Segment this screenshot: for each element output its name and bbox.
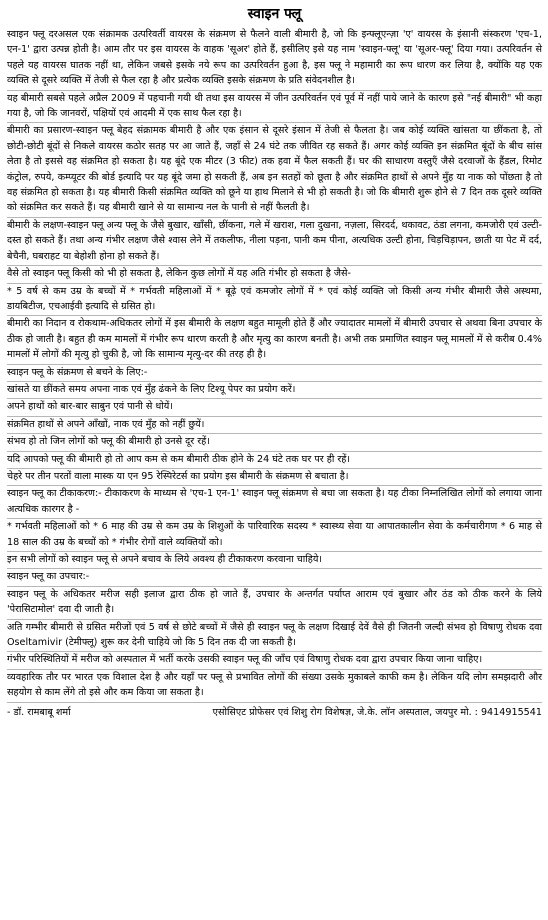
article-title: स्वाइन फ्लू bbox=[247, 6, 302, 22]
paragraph: व्यवहारिक तौर पर भारत एक विशाल देश है और यहाँ पर फ्लू से प्रभावित लोगों की संख्या उसके मुकाबले काफी कम है। लेकिन यदि लोग समझदारी और सहयोग से काम लेंगे तो इसे और कम किया जा सकता है। bbox=[7, 670, 542, 703]
paragraph: अति गम्भीर बीमारी से ग्रसित मरीजों एवं 5 वर्ष से छोटे बच्चों में जैसे ही स्वाइन फ्लू के लक्षण दिखाई देवें वैसे ही जितनी जल्दी संभव हो विषाणु रोधक दवा Oseltamivir (टेमीफ्लू) शुरू कर देनी चाहिये जो कि 5 दिन तक दी जा सकती है। bbox=[7, 620, 542, 653]
paragraph: यह बीमारी सबसे पहले अप्रैल 2009 में पहचानी गयी थी तथा इस वायरस में जीन उत्परिवर्तन एवं पूर्व में नहीं पाये जाने के कारण इसे "नई बीमारी" भी कहा गया है, जो कि जानवरों, पक्षियों एवं आदमी में एक साथ फैल रहा है। bbox=[7, 91, 542, 124]
paragraph: इन सभी लोगों को स्वाइन फ्लू से अपने बचाव के लिये अवश्य ही टीकाकरण करवाना चाहिये। bbox=[7, 552, 542, 569]
paragraph: चेहरे पर तीन परतों वाला मास्क या एन 95 रेस्पिरेटर्स का प्रयोग इस बीमारी के संक्रमण से बचाता है। bbox=[7, 469, 542, 486]
paragraph: बीमारी का प्रसारण-स्वाइन फ्लू बेहद संक्रामक बीमारी है और एक इंसान से दूसरे इंसान में तेजी से फैलता है। जब कोई व्यक्ति खांसता या छींकता है, तो छोटी-छोटी बूंदों से निकले वायरस कठोर सतह पर आ जाते हैं, जहाँ से 24 घंटे तक जीवित रह सकते हैं। अगर कोई व्यक्ति इन संक्रमित बूंदों के बीच सांस लेता है तो इससे वह संक्रमित हो सकता है। यह बूंदे एक मीटर (3 फीट) तक हवा में फैल सकती हैं। घर की साधारण वस्तुएँ जैसे दरवाजों के हैंडल, रिमोट कंट्रोल, रुपये, कम्प्यूटर की बोर्ड इत्यादि पर यह बूंदे जमा हो सकती हैं, अब इन सतहों को छूता है और संक्रमित हाथों से अपने मुँह या नाक को पोंछता है तो वह संक्रमित हो सकता है। यह बीमारी किसी संक्रमित व्यक्ति को छूने या हाथ मिलाने से भी हो सकती है। जो कि बीमारी शुरू होने से 7 दिन तक दूसरे व्यक्ति को संक्रमित कर सकते हैं। यह बीमारी खाने से या सामान्य नल के पानी से नहीं फैलती है। bbox=[7, 123, 542, 217]
paragraph: संक्रमित हाथों से अपने आँखों, नाक एवं मुँह को नहीं छुयें। bbox=[7, 417, 542, 434]
paragraph: स्वाइन फ्लू दरअसल एक संक्रामक उत्परिवर्ती वायरस के संक्रमण से फैलने वाली बीमारी है, जो कि इन्फ्लूएन्ज़ा 'ए' वायरस के इंसानी संस्करण 'एच-1, एन-1' द्वारा उत्पन्न होती है। आम तौर पर इस वायरस के वाहक 'सूअर' होते हैं, इसीलिए इसे यह नाम 'स्वाइन-फ्लू' या 'सूअर-फ्लू' दिया गया। उत्परिवर्तन से पहले यह वायरस घातक नहीं था, लेकिन जबसे इसके नये रूप का उत्परिवर्तन हुआ है, इस फ्लू ने महामारी का रूप धारण कर लिया है, क्योंकि यह एक व्यक्ति से दूसरे व्यक्ति में तेजी से फैल रहा है और प्रत्येक व्यक्ति इसके संक्रमण के प्रति संवेदनशील है। bbox=[7, 27, 542, 91]
paragraph: गंभीर परिस्थितियों में मरीज को अस्पताल में भर्ती करके उसकी स्वाइन फ्लू की जाँच एवं विषाणु रोधक दवा द्वारा उपचार किया जाना चाहिए। bbox=[7, 652, 542, 669]
author-designation: एसोसिएट प्रोफेसर एवं शिशु रोग विशेषज्ञ, जे.के. लॉन अस्पताल, जयपुर मो. : 9414915541 bbox=[212, 706, 542, 718]
paragraph: खांसते या छींकते समय अपना नाक एवं मुँह ढंकने के लिए टिश्यू पेपर का प्रयोग करें। bbox=[7, 382, 542, 399]
author-name: - डॉ. रामबाबू शर्मा bbox=[7, 706, 71, 718]
paragraph: बीमारी के लक्षण-स्वाइन फ्लू अन्य फ्लू के जैसे बुखार, खाँसी, छींकना, गले में खराश, गला दुखना, नज़ला, सिरदर्द, थकावट, ठंडा लगना, कमजोरी एवं उल्टी-दस्त हो सकते हैं। तथा अन्य गंभीर लक्षण जैसे श्वास लेने में तकलीफ, नीला पड़ना, पानी कम पीना, अत्यधिक उल्टी होना, चिड़चिड़ापन, छाती या पेट में दर्द, बेचैनी, घबराहट या बेहोशी होना हो सकते हैं। bbox=[7, 218, 542, 266]
paragraph: अपने हाथों को बार-बार साबुन एवं पानी से धोयें। bbox=[7, 399, 542, 416]
paragraph: स्वाइन फ्लू का टीकाकरण:- टीकाकरण के माध्यम से 'एच-1 एन-1' स्वाइन फ्लू संक्रमण से बचा जा सकता है। यह टीका निम्नलिखित लोगों को लगाया जाना अत्यधिक कारगर है - bbox=[7, 486, 542, 519]
paragraph: संभव हो तो जिन लोगों को फ्लू की बीमारी हो उनसे दूर रहें। bbox=[7, 434, 542, 451]
paragraph: स्वाइन फ्लू के अधिकतर मरीज सही इलाज द्वारा ठीक हो जाते हैं, उपचार के अन्तर्गत पर्याप्त आराम एवं बुखार और ठंड को ठीक करने के लिये 'पेरासिटामोल' दवा दी जाती है। bbox=[7, 587, 542, 620]
author-signature bbox=[7, 705, 542, 720]
article-body bbox=[7, 27, 542, 703]
paragraph: स्वाइन फ्लू के संक्रमण से बचने के लिए:- bbox=[7, 365, 542, 382]
paragraph: वैसे तो स्वाइन फ्लू किसी को भी हो सकता है, लेकिन कुछ लोगों में यह अति गंभीर हो सकता है जैसे- bbox=[7, 266, 542, 283]
paragraph: बीमारी का निदान व रोकथाम-अधिकतर लोगों में इस बीमारी के लक्षण बहुत मामूली होते हैं और ज्यादातर मामलों में बीमारी उपचार से अथवा बिना उपचार के ठीक हो जाती है। बहुत ही कम मामलों में गंभीर रूप धारण करती है और मृत्यु का कारण बनती है। अभी तक प्रमाणित स्वाइन फ्लू मामलों में से करीब 0.4% मामलों में लोगों की मृत्यु हो चुकी है, जो कि सामान्य मृत्यु-दर की तरह ही है। bbox=[7, 316, 542, 364]
paragraph: स्वाइन फ्लू का उपचार:- bbox=[7, 569, 542, 586]
paragraph: यदि आपको फ्लू की बीमारी हो तो आप कम से कम बीमारी ठीक होने के 24 घंटे तक घर पर ही रहें। bbox=[7, 452, 542, 469]
paragraph: * गर्भवती महिलाओं को * 6 माह की उम्र से कम उम्र के शिशुओं के पारिवारिक सदस्य * स्वास्थ्य सेवा या आपातकालीन सेवा के कर्मचारीगण * 6 माह से 18 साल की उम्र के बच्चों को * गंभीर रोगों वाले व्यक्तियों को। bbox=[7, 519, 542, 552]
paragraph: * 5 वर्ष से कम उम्र के बच्चों में * गर्भवती महिलाओं में * बूढ़े एवं कमजोर लोगों में * एवं कोई व्यक्ति जो किसी अन्य गंभीर बीमारी जैसे अस्थमा, डायबिटीज, एचआईवी इत्यादि से ग्रसित हो। bbox=[7, 284, 542, 317]
